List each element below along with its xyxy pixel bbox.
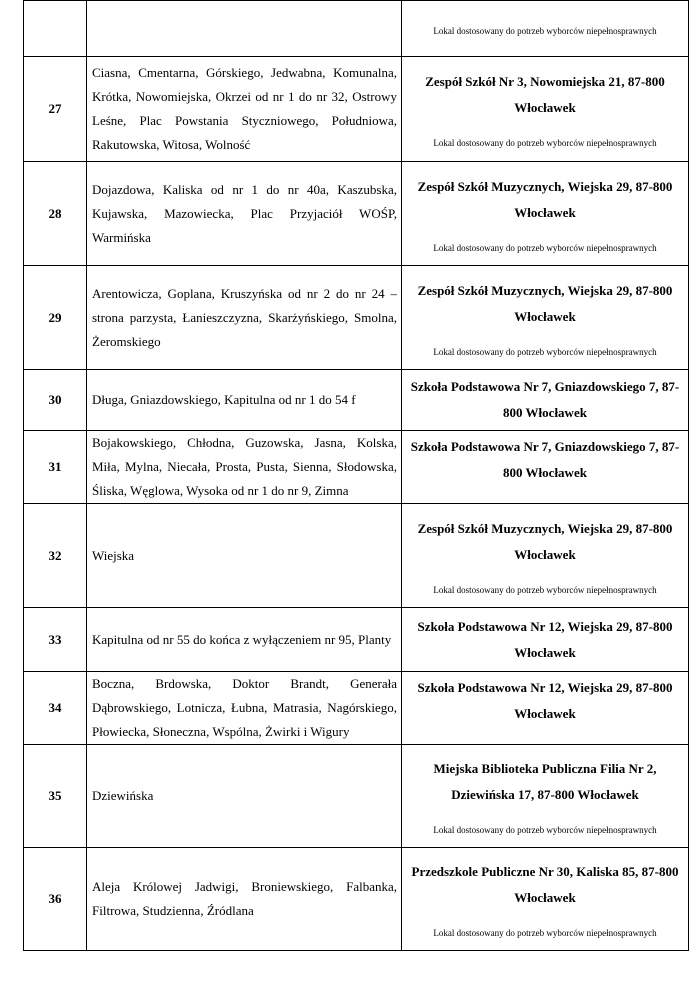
streets-cell: Dziewińska [87,745,402,848]
district-number: 28 [24,162,87,266]
polling-station-address: Przedszkole Publiczne Nr 30, Kaliska 85, 87-800 Włocławek [411,864,679,905]
location-cell [402,57,689,162]
polling-station-address: Zespół Szkół Muzycznych, Wiejska 29, 87-800 Włocławek [417,282,673,324]
location-cell [402,1,689,57]
polling-station-address: Zespół Szkół Nr 3, Nowomiejska 21, 87-800 Włocławek [425,74,665,115]
district-number [24,1,87,57]
streets-cell: Kapitulna od nr 55 do końca z wyłączeniem nr 95, Planty [87,608,402,672]
location-cell [402,370,689,431]
location-cell [402,672,689,745]
table-row [24,370,689,431]
location-cell [402,162,689,266]
district-number: 31 [24,431,87,504]
district-number: 29 [24,266,87,370]
district-number: 30 [24,370,87,431]
accessibility-note: Lokal dostosowany do potrzeb wyborców niepełnosprawnych [433,26,657,36]
streets-cell: Aleja Królowej Jadwigi, Broniewskiego, Falbanka, Filtrowa, Studzienna, Źródlana [87,848,402,951]
table-row [24,504,689,608]
polling-station-address: Szkoła Podstawowa Nr 7, Gniazdowskiego 7, 87-800 Włocławek [410,439,680,480]
location-cell [402,504,689,608]
polling-districts-table [23,0,689,951]
table-row [24,1,689,57]
location-cell [402,431,689,504]
district-number: 33 [24,608,87,672]
location-cell [402,266,689,370]
table-row [24,431,689,504]
district-number: 34 [24,672,87,745]
streets-cell: Bojakowskiego, Chłodna, Guzowska, Jasna, Kolska, Miła, Mylna, Niecała, Prosta, Pusta, Sienna, Słodowska, Śliska, Węglowa, Wysoka od nr 1 do nr 9, Zimna [87,431,402,504]
table-row [24,57,689,162]
streets-cell: Dojazdowa, Kaliska od nr 1 do nr 40a, Kaszubska, Kujawska, Mazowiecka, Plac Przyjaciół WOŚP, Warmińska [87,162,402,266]
accessibility-note: Lokal dostosowany do potrzeb wyborców niepełnosprawnych [433,346,657,357]
location-cell [402,848,689,951]
table-row [24,162,689,266]
location-cell [402,608,689,672]
streets-cell: Wiejska [87,504,402,608]
table-row [24,608,689,672]
polling-station-address: Szkoła Podstawowa Nr 12, Wiejska 29, 87-800 Włocławek [417,680,673,721]
accessibility-note: Lokal dostosowany do potrzeb wyborców niepełnosprawnych [433,242,657,253]
table-row [24,266,689,370]
polling-station-address: Zespół Szkół Muzycznych, Wiejska 29, 87-800 Włocławek [417,178,673,220]
district-number: 36 [24,848,87,951]
streets-cell: Arentowicza, Goplana, Kruszyńska od nr 2 do nr 24 – strona parzysta, Łanieszczyzna, Skarżyńskiego, Smolna, Żeromskiego [87,266,402,370]
table-row [24,745,689,848]
streets-cell: Boczna, Brdowska, Doktor Brandt, Generała Dąbrowskiego, Lotnicza, Łubna, Matrasia, Nagórskiego, Płowiecka, Słoneczna, Wspólna, Żwirki i Wigury [87,672,402,745]
location-cell [402,745,689,848]
accessibility-note: Lokal dostosowany do potrzeb wyborców niepełnosprawnych [433,825,657,835]
streets-cell: Długa, Gniazdowskiego, Kapitulna od nr 1 do 54 f [87,370,402,431]
streets-cell [87,1,402,57]
district-number: 35 [24,745,87,848]
accessibility-note: Lokal dostosowany do potrzeb wyborców niepełnosprawnych [433,928,657,938]
table-row [24,848,689,951]
accessibility-note: Lokal dostosowany do potrzeb wyborców niepełnosprawnych [433,138,657,148]
polling-station-address: Szkoła Podstawowa Nr 12, Wiejska 29, 87-800 Włocławek [417,618,673,660]
polling-station-address: Miejska Biblioteka Publiczna Filia Nr 2, Dziewińska 17, 87-800 Włocławek [433,761,657,802]
district-number: 32 [24,504,87,608]
streets-cell: Ciasna, Cmentarna, Górskiego, Jedwabna, Komunalna, Krótka, Nowomiejska, Okrzei od nr 1 do nr 32, Ostrowy Leśne, Plac Powstania Styczniowego, Południowa, Rakutowska, Witosa, Wolność [87,57,402,162]
district-number: 27 [24,57,87,162]
polling-station-address: Szkoła Podstawowa Nr 7, Gniazdowskiego 7, 87-800 Włocławek [410,379,680,420]
polling-station-address: Zespół Szkół Muzycznych, Wiejska 29, 87-800 Włocławek [417,520,673,562]
accessibility-note: Lokal dostosowany do potrzeb wyborców niepełnosprawnych [433,584,657,595]
table-row [24,672,689,745]
